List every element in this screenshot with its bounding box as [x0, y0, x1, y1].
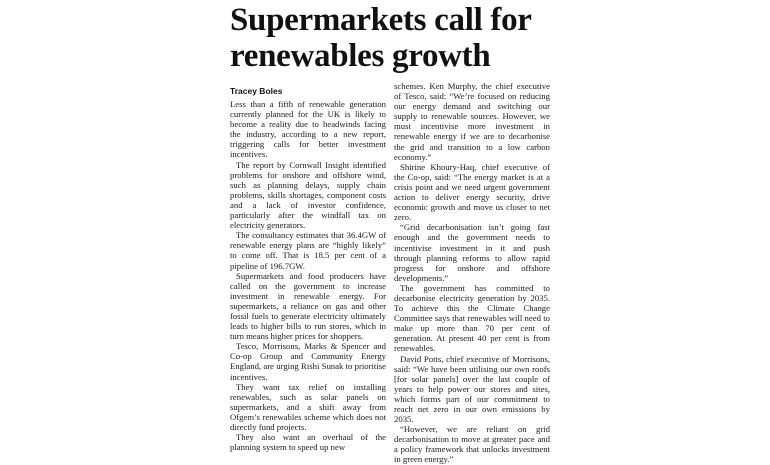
paragraph: David Potts, chief executive of Morrisons, said: “We have been utilising our own roofs [for solar panels] over the last couple of years to help power our stores and sites, which forms part of our commitment to reach net zero in our own emissions by 2035. [394, 353, 550, 425]
left-column [230, 99, 386, 452]
paragraph: Shirine Khoury-Haq, chief executive of the Co-op, said: “The energy market is at a crisis point and we need urgent government action to deliver energy security, drive economic growth and move us closer to net zero. [394, 161, 550, 223]
headline-line-2: renewables growth [230, 38, 491, 74]
paragraph: “Grid decarbonisation isn’t going fast enough and the government needs to incentivise investment in it and push through planning reforms to allow rapid progress for onshore and offshore developments.” [394, 222, 550, 283]
paragraph: They also want an overhaul of the planning system to speed up new [230, 432, 386, 453]
paragraph: Tesco, Morrisons, Marks & Spencer and Co-op Group and Community Energy England, are urging Rishi Sunak to prioritise incentives. [230, 341, 386, 382]
paragraph: They want tax relief on installing renewables, such as solar panels on supermarkets, and a shift away from Ofgem’s renewables scheme which does not directly fund projects. [230, 381, 386, 432]
paragraph: Supermarkets and food producers have called on the government to increase investment in renewable energy. For supermarkets, a reliance on gas and other fossil fuels to generate electricity ultimately leads to higher bills to run stores, which in turn means higher prices for shoppers. [230, 270, 386, 342]
paragraph: The report by Cornwall Insight identified problems for onshore and offshore wind, such as planning delays, supply chain problems, skills shortages, component costs and a lack of investor confidence, particularly after the windfall tax on electricity generators. [230, 159, 386, 231]
right-column [394, 81, 550, 465]
byline: Tracey Boles [230, 86, 283, 96]
paragraph: “However, we are reliant on grid decarbonisation to move at greater pace and a policy framework that unlocks investment in green energy.” [394, 424, 550, 465]
headline [230, 2, 550, 74]
paragraph: Less than a fifth of renewable generation currently planned for the UK is likely to become a reality due to headwinds facing the industry, according to a new report, triggering calls for better investment incentives. [230, 99, 386, 160]
paragraph: schemes. Ken Murphy, the chief executive of Tesco, said: “We’re focused on reducing our energy demand and switching our supply to renewable sources. However, we must incentivise more investment in renewable energy if we are to decarbonise the grid and transition to a low carbon economy.” [394, 81, 550, 162]
headline-line-1: Supermarkets call for [230, 2, 532, 38]
paragraph: The government has committed to decarbonise electricity generation by 2035. To achieve this the Climate Change Committee says that renewables will need to make up more than 70 per cent of generation. At present 40 per cent is from renewables. [394, 282, 550, 354]
paragraph: The consultancy estimates that 36.4GW of renewable energy plans are “highly likely” to come off. That is 18.5 per cent of a pipeline of 196.7GW. [230, 230, 386, 271]
